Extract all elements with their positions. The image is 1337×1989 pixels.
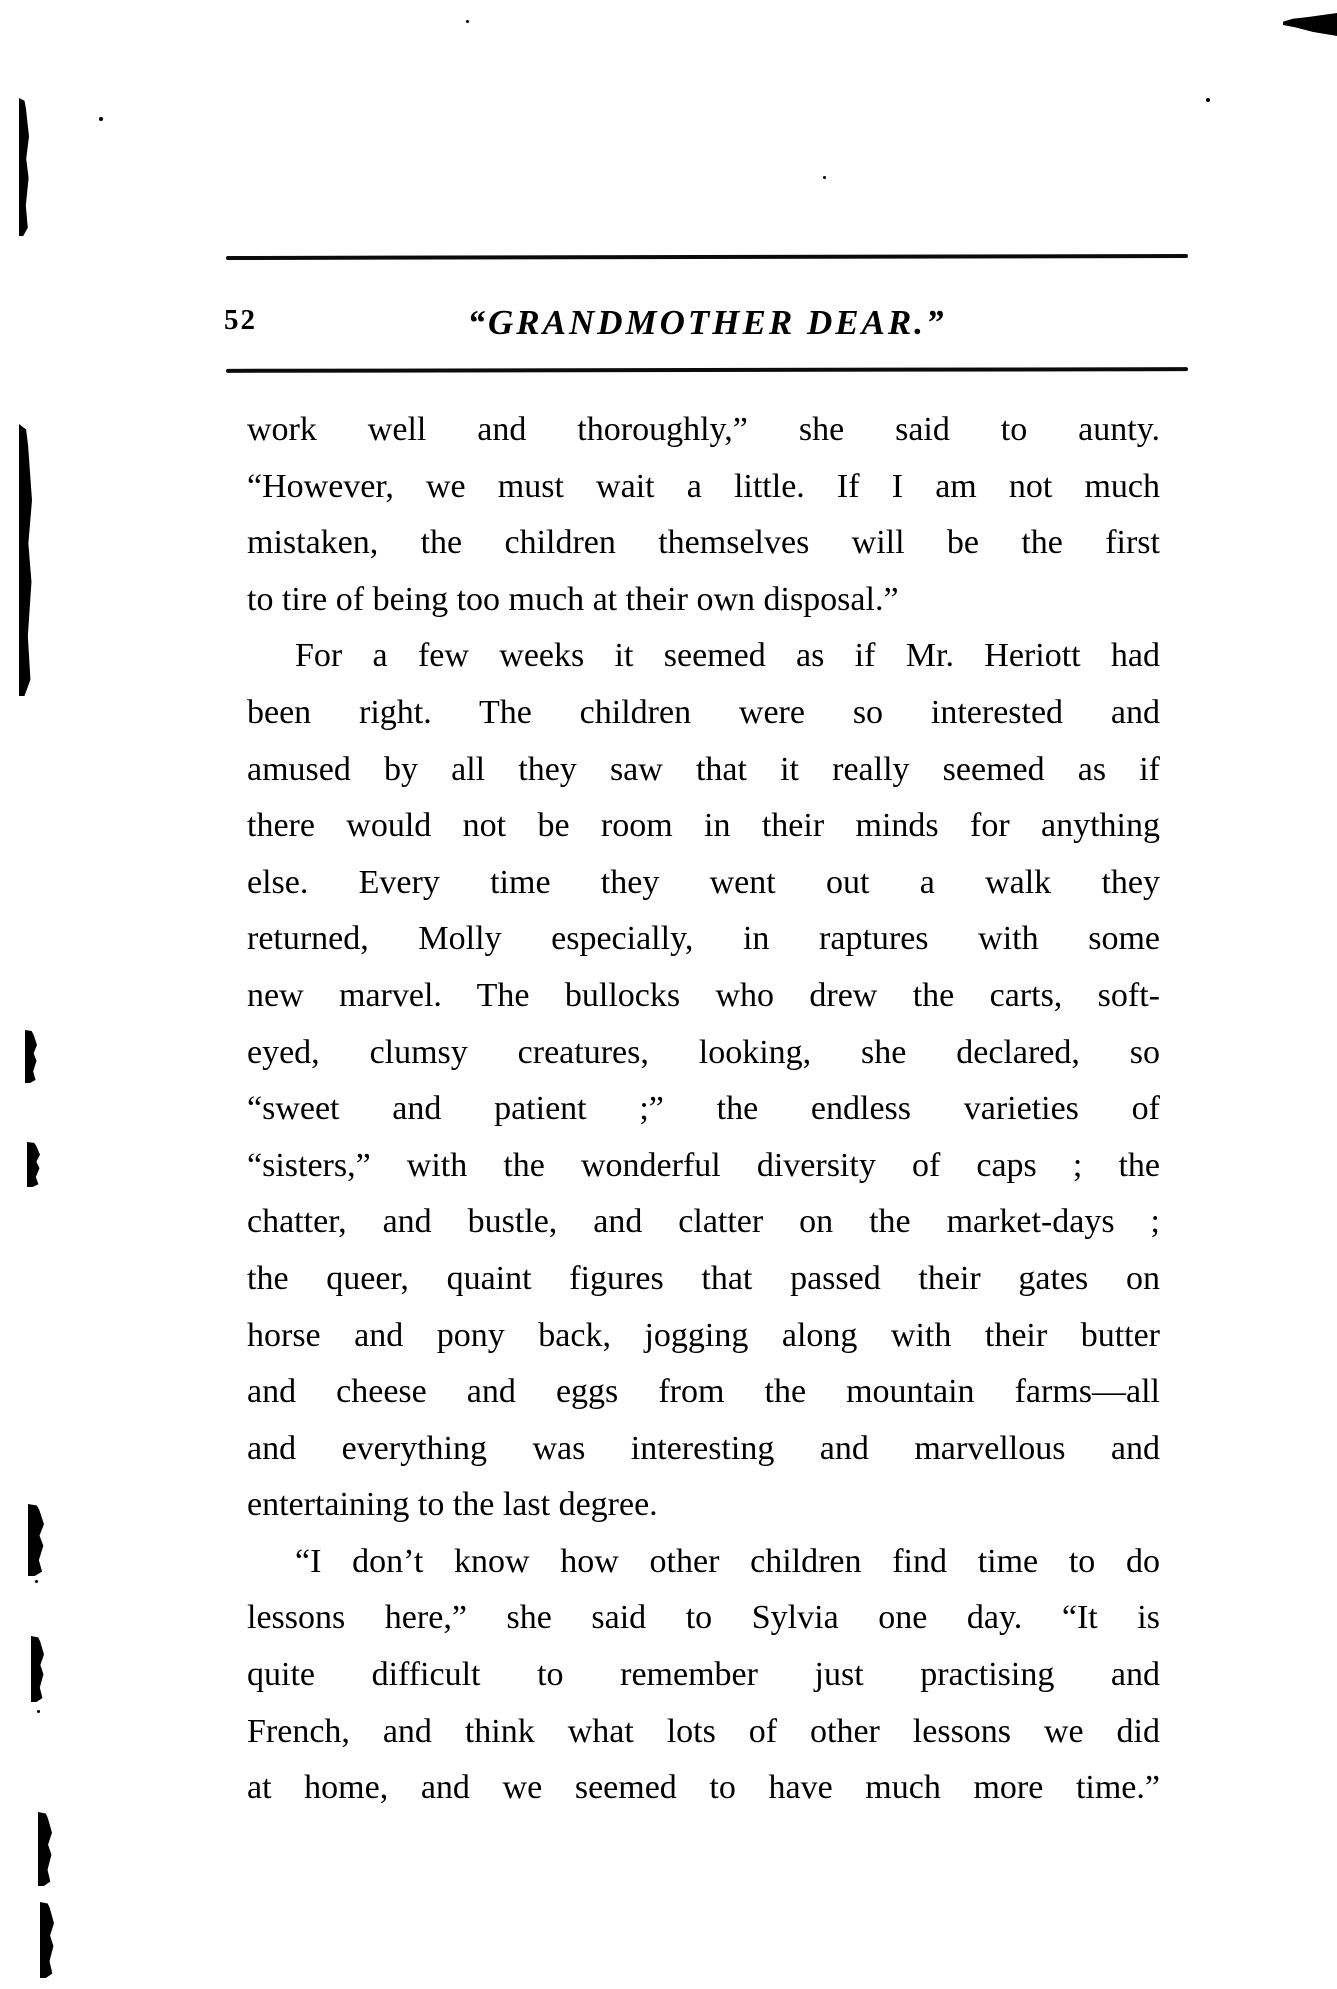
text-line: at home, and we seemed to have much more time.” — [247, 1769, 1160, 1807]
header-rule-top — [226, 254, 1188, 260]
text-line: horse and pony back, jogging along with their butter — [247, 1316, 1160, 1354]
header-rule-bottom — [226, 367, 1188, 373]
text-line: work well and thoroughly,” she said to aunty. — [247, 411, 1160, 448]
text-line: “sisters,” with the wonderful diversity of caps ; the — [247, 1146, 1160, 1184]
corner-smudge — [1283, 13, 1337, 36]
binding-mark — [40, 1902, 54, 1978]
running-title: “GRANDMOTHER DEAR.” — [467, 303, 947, 342]
text-line: eyed, clumsy creatures, looking, she declared, so — [247, 1033, 1160, 1071]
text-line: lessons here,” she said to Sylvia one day. “It is — [247, 1599, 1160, 1637]
text-line: been right. The children were so interested and — [247, 693, 1160, 731]
text-line: entertaining to the last degree. — [247, 1486, 658, 1524]
text-line: and cheese and eggs from the mountain farms—all — [247, 1373, 1160, 1411]
page-number: 52 — [224, 304, 257, 336]
binding-mark — [27, 1142, 40, 1187]
text-line: and everything was interesting and marvellous and — [247, 1429, 1160, 1467]
binding-mark — [31, 1636, 44, 1702]
ink-speck — [1206, 98, 1210, 102]
text-line: the queer, quaint figures that passed their gates on — [247, 1259, 1160, 1297]
binding-mark — [25, 1030, 37, 1083]
binding-mark — [28, 1504, 44, 1576]
running-header — [226, 298, 1188, 348]
ink-speck — [37, 1710, 40, 1713]
text-line: For a few weeks it seemed as if Mr. Heriott had — [295, 637, 1160, 675]
ink-speck — [35, 1580, 38, 1583]
binding-mark — [38, 1812, 52, 1886]
text-line: new marvel. The bullocks who drew the carts, soft- — [247, 976, 1160, 1014]
text-line: returned, Molly especially, in raptures with some — [247, 920, 1160, 958]
text-line: “However, we must wait a little. If I am not much — [247, 467, 1160, 505]
text-line: “sweet and patient ;” the endless varieties of — [247, 1090, 1160, 1128]
text-line: French, and think what lots of other lessons we did — [247, 1712, 1160, 1750]
ink-speck — [823, 176, 826, 179]
text-block — [247, 402, 1160, 1817]
text-line: else. Every time they went out a walk they — [247, 863, 1160, 901]
binding-mark — [19, 98, 29, 236]
text-line: amused by all they saw that it really seemed as if — [247, 750, 1160, 788]
binding-mark — [19, 424, 32, 696]
text-line: quite difficult to remember just practising and — [247, 1656, 1160, 1694]
ink-speck — [99, 117, 103, 121]
text-line: “I don’t know how other children find time to do — [295, 1542, 1160, 1580]
text-line: there would not be room in their minds for anything — [247, 807, 1160, 845]
text-line: mistaken, the children themselves will be the first — [247, 524, 1160, 562]
text-line: chatter, and bustle, and clatter on the market-days ; — [247, 1203, 1160, 1241]
ink-speck — [466, 20, 469, 23]
text-line: to tire of being too much at their own disposal.” — [247, 580, 899, 618]
